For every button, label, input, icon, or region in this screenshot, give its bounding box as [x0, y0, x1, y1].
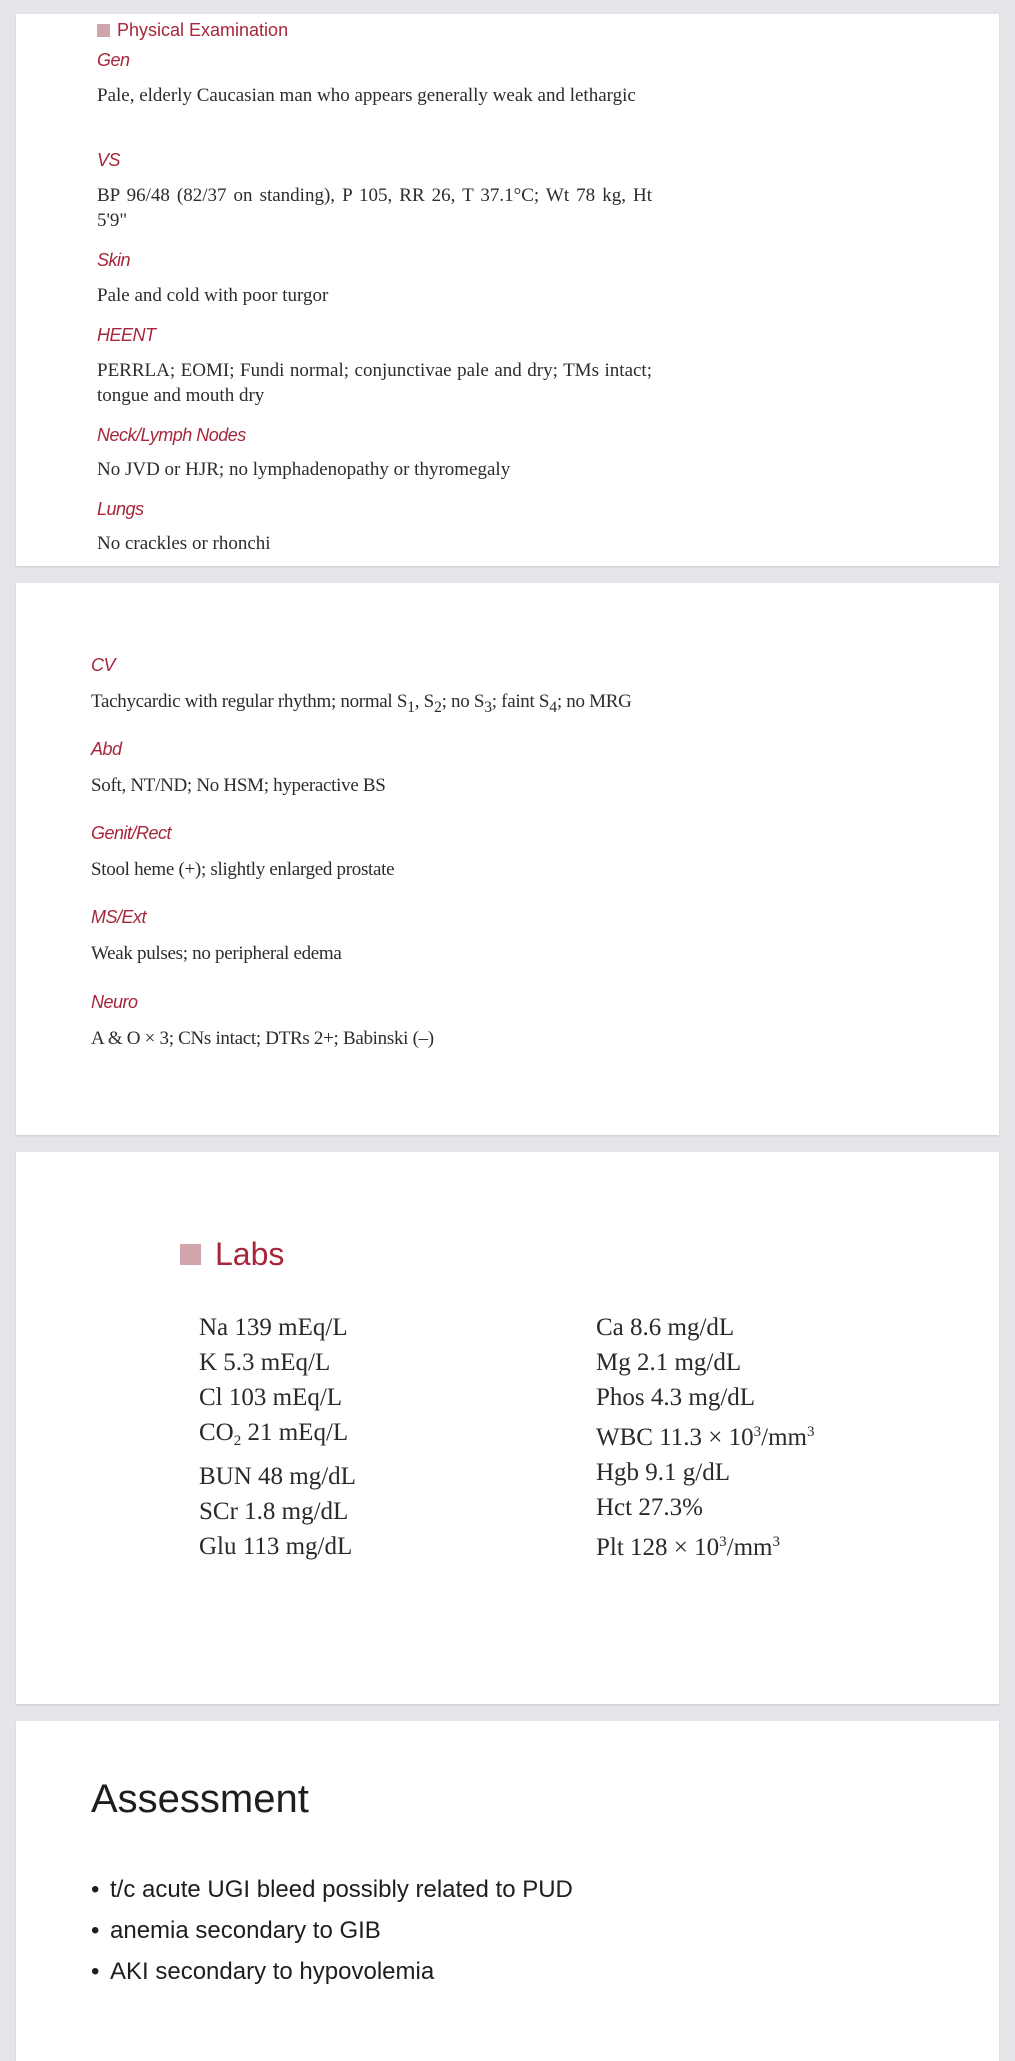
lab-value: K 5.3 mEq/L	[199, 1349, 331, 1376]
lungs-label: Lungs	[97, 499, 144, 519]
genit-rect-label: Genit/Rect	[91, 823, 172, 843]
square-bullet-icon	[97, 24, 110, 37]
ms-ext-label: MS/Ext	[91, 907, 147, 927]
physical-exam-title: Physical Examination	[117, 20, 289, 40]
labs-title: Labs	[215, 1236, 285, 1272]
lab-value: Phos 4.3 mg/dL	[596, 1384, 756, 1411]
lungs-text: No crackles or rhonchi	[97, 533, 271, 554]
abd-text: Soft, NT/ND; No HSM; hyperactive BS	[91, 775, 386, 796]
lab-value: Plt $128 \times 10^3/mm^3$	[596, 1534, 780, 1561]
assessment-card	[16, 1721, 999, 2061]
physical-exam-card	[16, 14, 999, 566]
square-bullet-icon	[180, 1244, 201, 1265]
list-item: • t/c acute UGI bleed possibly related to PUD	[91, 1869, 573, 1910]
neck-lymph-text: No JVD or HJR; no lymphadenopathy or thyromegaly	[97, 459, 511, 480]
ms-ext-text: Weak pulses; no peripheral edema	[91, 943, 342, 964]
physical-exam-header	[97, 20, 288, 41]
labs-header	[180, 1236, 284, 1273]
heent-label: HEENT	[97, 325, 156, 345]
neuro-label: Neuro	[91, 992, 138, 1012]
lab-value: Na 139 mEq/L	[199, 1314, 348, 1341]
cv-label: CV	[91, 655, 116, 675]
bullet-icon: •	[91, 1876, 100, 1903]
lab-value: BUN 48 mg/dL	[199, 1463, 356, 1490]
skin-text: Pale and cold with poor turgor	[97, 285, 329, 306]
physical-exam-continued-card	[16, 583, 999, 1135]
lab-value: Hct 27.3%	[596, 1494, 703, 1521]
cv-text: Tachycardic with regular rhythm; normal $S_1$, $S_2$; no $S_3$; faint $S_4$; no MRG	[91, 691, 632, 716]
labs-right-column	[596, 1310, 814, 1565]
lab-value: Cl 103 mEq/L	[199, 1384, 343, 1411]
vs-text: BP 96/48 (82/37 on standing), P 105, RR 26, T 37.1°C; Wt 78 kg, Ht 5'9"	[97, 185, 652, 231]
heent-text: PERRLA; EOMI; Fundi normal; conjunctivae pale and dry; TMs intact; tongue and mouth dry	[97, 360, 652, 406]
list-item: • anemia secondary to GIB	[91, 1910, 573, 1951]
labs-card	[16, 1152, 999, 1704]
lab-value: Mg 2.1 mg/dL	[596, 1349, 742, 1376]
lab-value: Glu 113 mg/dL	[199, 1533, 353, 1560]
lab-value: WBC $11.3 \times 10^3/mm^3$	[596, 1424, 815, 1451]
skin-label: Skin	[97, 250, 131, 270]
gen-label: Gen	[97, 50, 130, 70]
neuro-text: A & O × 3; CNs intact; DTRs 2+; Babinski (–)	[91, 1028, 434, 1049]
abd-label: Abd	[91, 739, 122, 759]
neck-lymph-label: Neck/Lymph Nodes	[97, 425, 246, 445]
list-item: • AKI secondary to hypovolemia	[91, 1951, 573, 1992]
bullet-icon: •	[91, 1958, 100, 1985]
bullet-icon: •	[91, 1917, 100, 1944]
assessment-list	[91, 1869, 573, 1992]
genit-rect-text: Stool heme (+); slightly enlarged prostate	[91, 859, 395, 880]
lab-value: Hgb 9.1 g/dL	[596, 1459, 731, 1486]
vs-label: VS	[97, 150, 121, 170]
labs-left-column	[199, 1310, 356, 1564]
assessment-title: Assessment	[91, 1777, 309, 1821]
lab-value: SCr 1.8 mg/dL	[199, 1498, 349, 1525]
lab-value: Ca 8.6 mg/dL	[596, 1314, 735, 1341]
lab-value: $CO_2$ 21 mEq/L	[199, 1419, 349, 1449]
gen-text: Pale, elderly Caucasian man who appears generally weak and lethargic	[97, 85, 636, 106]
